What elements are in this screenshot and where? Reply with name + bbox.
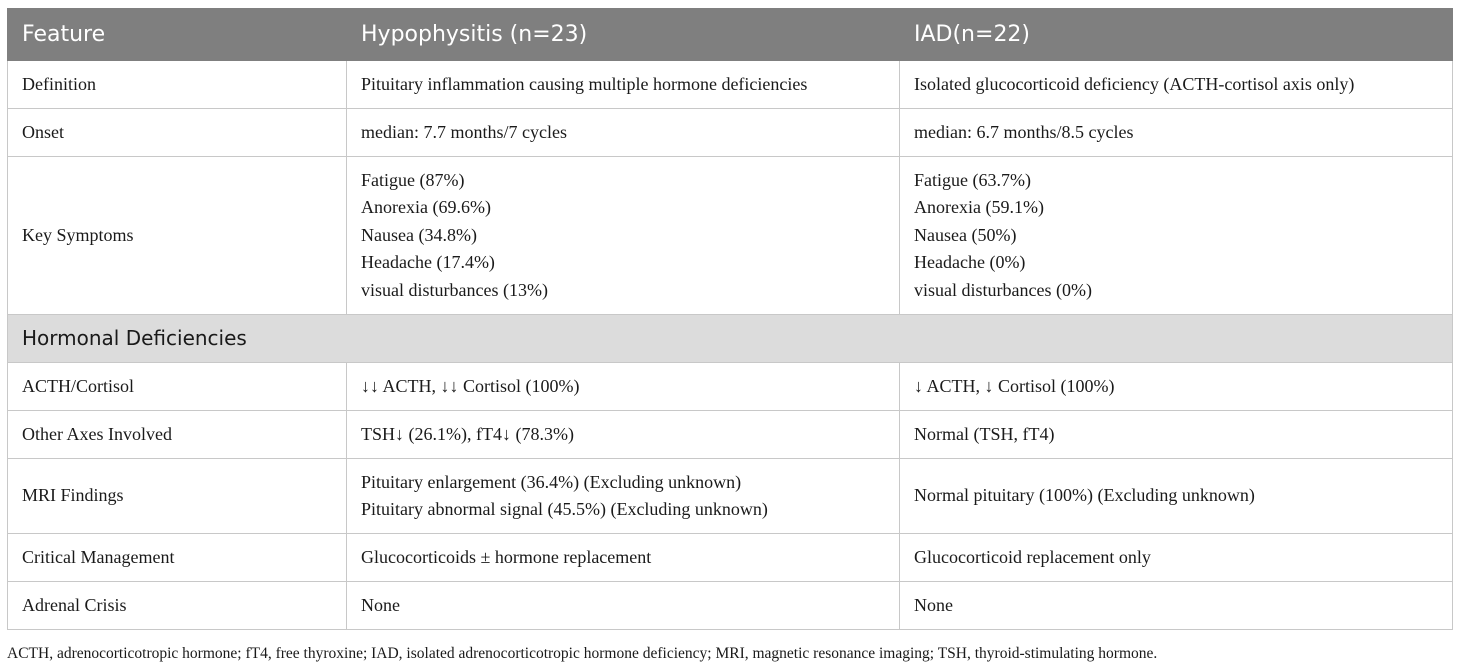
cell-iad-other-axes: Normal (TSH, fT4) bbox=[900, 411, 1453, 459]
header-iad: IAD(n=22) bbox=[900, 9, 1453, 61]
header-feature: Feature bbox=[8, 9, 347, 61]
table-row-other-axes bbox=[8, 411, 1453, 459]
cell-hypophysitis-onset: median: 7.7 months/7 cycles bbox=[347, 109, 900, 157]
table-row-acth-cortisol bbox=[8, 363, 1453, 411]
symptom-line: Anorexia (69.6%) bbox=[361, 197, 491, 218]
symptom-line: Nausea (50%) bbox=[914, 224, 1017, 245]
comparison-table bbox=[7, 8, 1453, 630]
section-row-hormonal-deficiencies bbox=[8, 315, 1453, 363]
symptom-line: Fatigue (63.7%) bbox=[914, 169, 1031, 190]
symptom-line: Anorexia (59.1%) bbox=[914, 197, 1044, 218]
mri-finding-line: Pituitary enlargement (36.4%) (Excluding unknown) bbox=[361, 471, 742, 492]
table-row-adrenal-crisis bbox=[8, 582, 1453, 630]
symptom-line: visual disturbances (0%) bbox=[914, 279, 1092, 300]
cell-hypophysitis-adrenal-crisis: None bbox=[347, 582, 900, 630]
table-row-definition bbox=[8, 61, 1453, 109]
symptom-line: Fatigue (87%) bbox=[361, 169, 465, 190]
cell-iad-mri-findings: Normal pituitary (100%) (Excluding unknown) bbox=[900, 459, 1453, 534]
symptom-line: Nausea (34.8%) bbox=[361, 224, 477, 245]
cell-hypophysitis-mri-findings bbox=[347, 459, 900, 534]
table-row-onset bbox=[8, 109, 1453, 157]
table-row-mri-findings bbox=[8, 459, 1453, 534]
cell-iad-onset: median: 6.7 months/8.5 cycles bbox=[900, 109, 1453, 157]
mri-finding-line: Pituitary abnormal signal (45.5%) (Excluding unknown) bbox=[361, 499, 768, 519]
header-hypophysitis: Hypophysitis (n=23) bbox=[347, 9, 900, 61]
row-label-critical-management: Critical Management bbox=[8, 534, 347, 582]
symptom-line: visual disturbances (13%) bbox=[361, 279, 548, 300]
symptom-line: Headache (17.4%) bbox=[361, 252, 495, 273]
cell-hypophysitis-critical-management: Glucocorticoids ± hormone replacement bbox=[347, 534, 900, 582]
cell-iad-definition: Isolated glucocorticoid deficiency (ACTH-cortisol axis only) bbox=[900, 61, 1453, 109]
cell-hypophysitis-definition: Pituitary inflammation causing multiple hormone deficiencies bbox=[347, 61, 900, 109]
row-label-definition: Definition bbox=[8, 61, 347, 109]
cell-iad-critical-management: Glucocorticoid replacement only bbox=[900, 534, 1453, 582]
cell-hypophysitis-other-axes: TSH↓ (26.1%), fT4↓ (78.3%) bbox=[347, 411, 900, 459]
row-label-adrenal-crisis: Adrenal Crisis bbox=[8, 582, 347, 630]
comparison-table-container bbox=[7, 8, 1452, 630]
table-footnote: ACTH, adrenocorticotropic hormone; fT4, free thyroxine; IAD, isolated adrenocorticotropic hormone deficiency; MRI, magnetic resonance imaging; TSH, thyroid-stimulating hormone. bbox=[7, 645, 1158, 662]
table-header-row bbox=[8, 9, 1453, 61]
cell-hypophysitis-acth-cortisol: ↓↓ ACTH, ↓↓ Cortisol (100%) bbox=[347, 363, 900, 411]
cell-iad-acth-cortisol: ↓ ACTH, ↓ Cortisol (100%) bbox=[900, 363, 1453, 411]
table-row-key-symptoms bbox=[8, 157, 1453, 315]
row-label-mri-findings: MRI Findings bbox=[8, 459, 347, 534]
symptom-line: Headache (0%) bbox=[914, 252, 1026, 273]
table-row-critical-management bbox=[8, 534, 1453, 582]
row-label-other-axes: Other Axes Involved bbox=[8, 411, 347, 459]
cell-iad-key-symptoms bbox=[900, 157, 1453, 315]
row-label-acth-cortisol: ACTH/Cortisol bbox=[8, 363, 347, 411]
cell-hypophysitis-key-symptoms bbox=[347, 157, 900, 315]
section-title-hormonal-deficiencies: Hormonal Deficiencies bbox=[8, 315, 1453, 363]
row-label-onset: Onset bbox=[8, 109, 347, 157]
cell-iad-adrenal-crisis: None bbox=[900, 582, 1453, 630]
row-label-key-symptoms: Key Symptoms bbox=[8, 157, 347, 315]
